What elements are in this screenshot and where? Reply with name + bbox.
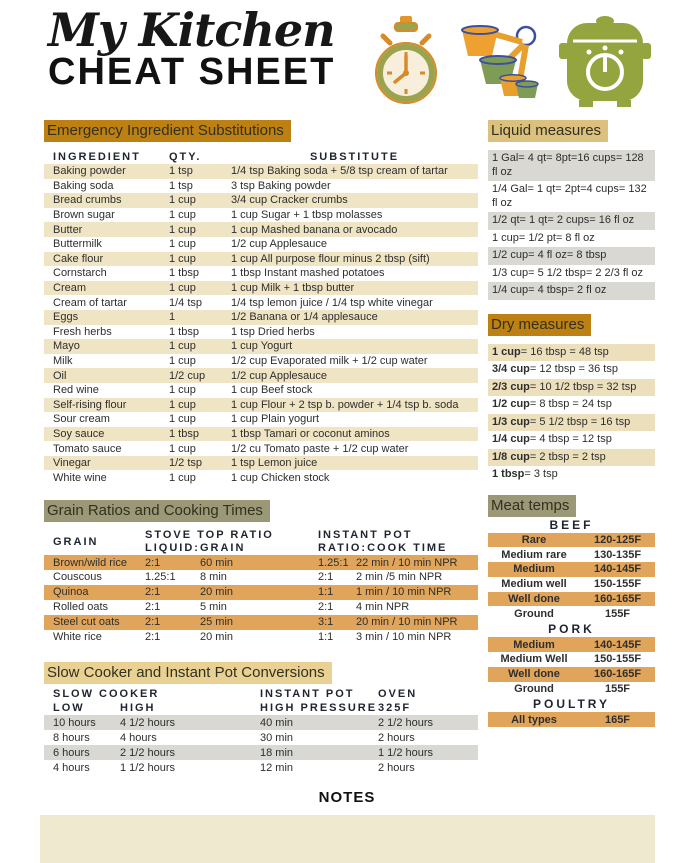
grain-rows	[44, 555, 478, 644]
table-row	[44, 585, 478, 600]
table-row	[44, 354, 478, 369]
temp-cell: 160-165F	[593, 593, 642, 606]
table-row	[44, 339, 478, 354]
kitchen-timer-icon	[374, 15, 438, 112]
meat-group-pork: PORK	[548, 622, 595, 637]
stove-ratio-cell: 2:1	[145, 616, 161, 629]
qty-cell: 1 cup	[169, 442, 196, 455]
ingredient-cell: Cornstarch	[53, 267, 107, 280]
temp-cell: 155F	[604, 607, 631, 620]
col-header-qty: QTY.	[169, 150, 202, 163]
table-row	[44, 745, 478, 760]
doneness-cell: Medium	[513, 563, 555, 576]
table-row	[44, 179, 478, 194]
list-item: 1/2 cup= 4 fl oz= 8 tbsp	[488, 247, 655, 265]
notes-title: NOTES	[318, 788, 376, 806]
qty-cell: 1 cup	[169, 384, 196, 397]
substitute-cell: 1 tbsp Tamari or coconut aminos	[231, 427, 390, 440]
table-row	[44, 600, 478, 615]
left-column	[44, 120, 478, 775]
ingredient-cell: Tomato sauce	[53, 442, 122, 455]
qty-cell: 1 cup	[169, 194, 196, 207]
measuring-cups-icon	[454, 21, 542, 106]
table-row	[488, 637, 655, 652]
low-cell: 6 hours	[53, 746, 90, 759]
stove-ratio-cell: 2:1	[145, 556, 161, 569]
substitutions-header-row	[44, 149, 478, 164]
ingredient-cell: Cream	[53, 282, 87, 295]
ip-cell: 30 min	[260, 731, 294, 744]
grain-cell: Quinoa	[53, 586, 89, 599]
list-item: 1 cup= 1/2 pt= 8 fl oz	[492, 231, 595, 244]
list-item	[488, 414, 655, 432]
ip-time-cell: 1 min / 10 min NPR	[356, 586, 452, 599]
oven-cell: 1 1/2 hours	[378, 746, 434, 759]
col-header-ingredient: INGREDIENT	[53, 150, 141, 163]
ingredient-cell: Eggs	[53, 311, 79, 324]
dry-section-title: Dry measures	[488, 314, 591, 336]
grain-header-row	[44, 529, 478, 555]
substitute-cell: 1 cup Flour + 2 tsp b. powder + 1/4 tsp b. soda	[231, 398, 459, 411]
dry-equivalent: = 8 tbsp = 24 tsp	[529, 398, 612, 410]
table-row	[44, 730, 478, 745]
slow-cooker-icon	[558, 12, 652, 115]
table-row	[44, 164, 478, 179]
stove-ratio-cell: 2:1	[145, 586, 161, 599]
grain-cell: Brown/wild rice	[53, 556, 127, 569]
table-row	[44, 427, 478, 442]
substitute-cell: 1 cup Yogurt	[231, 340, 293, 353]
list-item	[488, 431, 655, 449]
table-row	[44, 615, 478, 630]
qty-cell: 1 cup	[169, 223, 196, 236]
table-row	[44, 222, 478, 237]
stove-time-cell: 60 min	[200, 556, 234, 569]
stove-time-cell: 5 min	[200, 601, 227, 614]
ingredient-cell: Cream of tartar	[53, 296, 127, 309]
ingredient-cell: Buttermilk	[53, 238, 102, 251]
table-row	[488, 547, 655, 562]
doneness-cell: Rare	[521, 533, 547, 546]
oven-cell: 2 hours	[378, 731, 415, 744]
table-row	[488, 577, 655, 592]
doneness-cell: Medium rare	[501, 548, 567, 561]
ip-time-cell: 20 min / 10 min NPR	[356, 616, 458, 629]
substitute-cell: 1 tsp Lemon juice	[231, 457, 318, 470]
table-row	[44, 630, 478, 645]
temp-cell: 120-125F	[593, 533, 642, 546]
substitute-cell: 1 cup Beef stock	[231, 384, 313, 397]
temp-cell: 140-145F	[593, 563, 642, 576]
qty-cell: 1/4 tsp	[169, 296, 203, 309]
ingredient-cell: Baking powder	[53, 165, 126, 178]
temp-cell: 160-165F	[593, 668, 642, 681]
dry-quantity: 1 tbsp	[492, 468, 525, 480]
notes-area	[40, 815, 655, 863]
dry-measures-section	[488, 314, 655, 484]
substitute-cell: 1/2 cup Applesauce	[231, 369, 328, 382]
col-header-instantpot	[318, 529, 478, 555]
ingredient-cell: Sour cream	[53, 413, 110, 426]
stove-time-cell: 25 min	[200, 616, 234, 629]
ingredient-cell: Vinegar	[53, 457, 91, 470]
table-row	[44, 715, 478, 730]
right-column	[488, 120, 655, 775]
high-cell: 2 1/2 hours	[120, 746, 176, 759]
substitutions-rows	[44, 164, 478, 485]
qty-cell: 1 cup	[169, 398, 196, 411]
substitute-cell: 1 cup All purpose flour minus 2 tbsp (sift)	[231, 252, 430, 265]
substitute-cell: 1 cup Chicken stock	[231, 471, 330, 484]
page-header	[0, 0, 694, 114]
ingredient-cell: Bread crumbs	[53, 194, 122, 207]
table-row	[488, 592, 655, 607]
dry-quantity: 1/4 cup	[492, 433, 530, 445]
qty-cell: 1/2 tsp	[169, 457, 203, 470]
table-row	[44, 193, 478, 208]
qty-cell: 1 cup	[169, 209, 196, 222]
substitute-cell: 1/2 cu Tomato paste + 1/2 cup water	[231, 442, 409, 455]
stove-ratio-cell: 1.25:1	[145, 571, 176, 584]
table-row	[488, 682, 655, 697]
temp-cell: 155F	[604, 683, 631, 696]
substitute-cell: 1 cup Milk + 1 tbsp butter	[231, 282, 355, 295]
table-row	[44, 208, 478, 223]
substitute-cell: 3 tsp Baking powder	[231, 179, 331, 192]
dry-equivalent: = 5 1/2 tbsp = 16 tsp	[529, 415, 631, 428]
meat-temps-section	[488, 495, 655, 728]
ip-time-cell: 3 min / 10 min NPR	[356, 630, 452, 643]
ip-cell: 12 min	[260, 761, 294, 774]
list-item: 1/4 cup= 4 tbsp= 2 fl oz	[488, 282, 655, 300]
grain-section	[44, 500, 478, 644]
temp-cell: 130-135F	[593, 548, 642, 561]
doneness-cell: Well done	[508, 593, 560, 606]
table-row	[44, 441, 478, 456]
stovetop-line2: LIQUID:GRAIN	[145, 542, 246, 555]
list-item	[488, 344, 655, 362]
table-row	[488, 712, 655, 727]
table-row	[44, 266, 478, 281]
qty-cell: 1 cup	[169, 355, 196, 368]
dry-measures-list	[488, 344, 655, 484]
ingredient-cell: Soy sauce	[53, 427, 105, 440]
qty-cell: 1 cup	[169, 238, 196, 251]
table-row	[44, 325, 478, 340]
page-title-caps: CHEAT SHEET	[48, 51, 336, 93]
dry-equivalent: = 2 tbsp = 2 tsp	[529, 450, 606, 463]
ip-cell: 40 min	[260, 716, 294, 729]
ip-time-cell: 22 min / 10 min NPR	[356, 556, 458, 569]
ingredient-cell: Oil	[53, 369, 67, 382]
slow-cooker-rows	[44, 715, 478, 775]
ingredient-cell: Fresh herbs	[53, 325, 112, 338]
doneness-cell: Ground	[514, 607, 554, 620]
liquid-section-title: Liquid measures	[488, 120, 608, 142]
dry-quantity: 1/2 cup	[492, 398, 530, 410]
table-row	[488, 533, 655, 548]
substitute-cell: 3/4 cup Cracker crumbs	[231, 194, 348, 207]
substitutions-section-title: Emergency Ingredient Substitutions	[44, 120, 291, 142]
low-cell: 4 hours	[53, 761, 90, 774]
ingredient-cell: Brown sugar	[53, 209, 115, 222]
qty-cell: 1 cup	[169, 282, 196, 295]
meat-group-poultry: POULTRY	[533, 697, 610, 712]
qty-cell: 1 cup	[169, 340, 196, 353]
table-row	[44, 398, 478, 413]
substitute-cell: 1/4 tsp lemon juice / 1/4 tsp white vinegar	[231, 296, 433, 309]
high-cell: 4 1/2 hours	[120, 716, 176, 729]
ingredient-cell: Self-rising flour	[53, 398, 127, 411]
qty-cell: 1 tbsp	[169, 267, 199, 280]
page-title-script: My Kitchen	[48, 3, 335, 57]
ingredient-cell: Baking soda	[53, 179, 114, 192]
list-item: 1/3 cup= 5 1/2 tbsp= 2 2/3 fl oz	[492, 266, 644, 279]
substitute-cell: 1 cup Mashed banana or avocado	[231, 223, 398, 236]
grain-cell: Couscous	[53, 571, 102, 584]
qty-cell: 1/2 cup	[169, 369, 206, 382]
doneness-cell: Medium well	[501, 578, 567, 591]
ip-ratio-cell: 1:1	[318, 586, 334, 599]
table-row	[44, 252, 478, 267]
dry-quantity: 1/8 cup	[492, 450, 530, 463]
low-cell: 8 hours	[53, 731, 90, 744]
substitutions-table	[44, 149, 478, 485]
grain-section-title: Grain Ratios and Cooking Times	[44, 500, 270, 522]
dry-equivalent: = 4 tbsp = 12 tsp	[529, 433, 612, 445]
list-item	[488, 449, 655, 467]
dry-equivalent: = 16 tbsp = 48 tsp	[520, 345, 609, 358]
ip-ratio-cell: 3:1	[318, 616, 334, 629]
col-header-325f: 325F	[378, 702, 412, 715]
temp-cell: 140-145F	[593, 638, 642, 651]
ip-cell: 18 min	[260, 746, 294, 759]
oven-cell: 2 1/2 hours	[378, 716, 434, 729]
slow-cooker-section-title: Slow Cooker and Instant Pot Conversions	[44, 662, 332, 684]
dry-equivalent: = 3 tsp	[524, 468, 558, 480]
table-row	[44, 368, 478, 383]
qty-cell: 1 tsp	[169, 165, 193, 178]
doneness-cell: Medium Well	[500, 653, 568, 666]
high-cell: 4 hours	[120, 731, 157, 744]
table-row	[44, 456, 478, 471]
qty-cell: 1	[169, 311, 176, 324]
stove-time-cell: 20 min	[200, 586, 234, 599]
stovetop-line1: STOVE TOP RATIO	[145, 529, 274, 542]
ingredient-cell: White wine	[53, 471, 107, 484]
temp-cell: 150-155F	[593, 653, 642, 666]
ingredient-cell: Milk	[53, 355, 73, 368]
slow-cooker-header	[44, 687, 478, 715]
ingredient-cell: Mayo	[53, 340, 80, 353]
substitute-cell: 1 cup Sugar + 1 tbsp molasses	[231, 209, 383, 222]
list-item	[488, 396, 655, 414]
title-block	[48, 3, 360, 93]
qty-cell: 1 cup	[169, 252, 196, 265]
qty-cell: 1 cup	[169, 471, 196, 484]
qty-cell: 1 tbsp	[169, 427, 199, 440]
ip-time-cell: 2 min /5 min NPR	[356, 571, 443, 584]
ingredient-cell: Butter	[53, 223, 83, 236]
qty-cell: 1 cup	[169, 413, 196, 426]
col-header-stovetop	[145, 529, 318, 555]
table-row	[44, 760, 478, 775]
poultry-rows	[488, 712, 655, 727]
list-item	[488, 379, 655, 397]
col-header-high-pressure: HIGH PRESSURE	[260, 702, 378, 715]
content-columns	[0, 114, 694, 775]
instantpot-line2: RATIO:COOK TIME	[318, 542, 448, 555]
list-item: 1 Gal= 4 qt= 8pt=16 cups= 128 fl oz	[488, 150, 655, 181]
qty-cell: 1 tsp	[169, 179, 193, 192]
table-row	[44, 570, 478, 585]
stove-ratio-cell: 2:1	[145, 630, 161, 643]
substitute-cell: 1/2 cup Evaporated milk + 1/2 cup water	[231, 355, 428, 368]
qty-cell: 1 tbsp	[169, 325, 199, 338]
ingredient-cell: Red wine	[53, 384, 99, 397]
table-row	[44, 295, 478, 310]
pork-rows	[488, 637, 655, 696]
col-header-grain: GRAIN	[53, 535, 99, 548]
grain-cell: Steel cut oats	[53, 616, 120, 629]
slow-cooker-section	[44, 662, 478, 775]
header-icons	[374, 12, 652, 115]
stove-time-cell: 8 min	[200, 571, 227, 584]
low-cell: 10 hours	[53, 716, 96, 729]
col-header-oven: OVEN	[378, 688, 418, 701]
table-row	[488, 606, 655, 621]
col-header-high: HIGH	[120, 702, 156, 715]
table-row	[44, 310, 478, 325]
ip-ratio-cell: 1:1	[318, 630, 334, 643]
grain-cell: Rolled oats	[53, 601, 109, 614]
instantpot-line1: INSTANT POT	[318, 529, 413, 542]
ip-time-cell: 4 min NPR	[356, 601, 410, 614]
col-header-slow-cooker: SLOW COOKER	[53, 688, 160, 701]
doneness-cell: Ground	[514, 683, 554, 696]
dry-quantity: 3/4 cup	[492, 363, 530, 375]
table-row	[488, 667, 655, 682]
dry-equivalent: = 10 1/2 tbsp = 32 tsp	[529, 380, 637, 393]
ip-ratio-cell: 2:1	[318, 601, 334, 614]
table-row	[488, 562, 655, 577]
substitute-cell: 1/2 cup Applesauce	[231, 238, 328, 251]
list-item	[488, 466, 655, 484]
substitute-cell: 1/4 tsp Baking soda + 5/8 tsp cream of tartar	[231, 165, 448, 178]
substitute-cell: 1 cup Plain yogurt	[231, 413, 320, 426]
doneness-cell: Medium	[513, 638, 555, 651]
col-header-substitute: SUBSTITUTE	[309, 150, 400, 163]
col-header-instant-pot: INSTANT POT	[260, 688, 355, 701]
stove-time-cell: 20 min	[200, 630, 234, 643]
beef-rows	[488, 533, 655, 622]
oven-cell: 2 hours	[378, 761, 415, 774]
doneness-cell: Well done	[508, 668, 560, 681]
dry-quantity: 1/3 cup	[492, 415, 530, 428]
meat-section-title: Meat temps	[488, 495, 576, 517]
col-header-low: LOW	[53, 702, 85, 715]
ip-ratio-cell: 1.25:1	[318, 556, 349, 569]
stove-ratio-cell: 2:1	[145, 601, 161, 614]
liquid-measures-list	[488, 150, 655, 300]
substitute-cell: 1/2 Banana or 1/4 applesauce	[231, 311, 378, 324]
high-cell: 1 1/2 hours	[120, 761, 176, 774]
meat-group-beef: BEEF	[549, 517, 594, 532]
substitute-cell: 1 tbsp Instant mashed potatoes	[231, 267, 385, 280]
list-item: 1/2 qt= 1 qt= 2 cups= 16 fl oz	[488, 212, 655, 230]
ip-ratio-cell: 2:1	[318, 571, 334, 584]
table-row	[44, 383, 478, 398]
table-row	[44, 555, 478, 570]
dry-quantity: 2/3 cup	[492, 380, 530, 393]
dry-quantity: 1 cup	[492, 345, 521, 358]
temp-cell: 165F	[604, 713, 631, 726]
table-row	[44, 412, 478, 427]
substitute-cell: 1 tsp Dried herbs	[231, 325, 315, 338]
table-row	[488, 652, 655, 667]
temp-cell: 150-155F	[593, 578, 642, 591]
table-row	[44, 281, 478, 296]
grain-cell: White rice	[53, 630, 102, 643]
table-row	[44, 237, 478, 252]
list-item: 1/4 Gal= 1 qt= 2pt=4 cups= 132 fl oz	[492, 183, 647, 209]
table-row	[44, 470, 478, 485]
dry-equivalent: = 12 tbsp = 36 tsp	[529, 363, 618, 375]
list-item	[488, 361, 655, 379]
ingredient-cell: Cake flour	[53, 252, 104, 265]
doneness-cell: All types	[511, 713, 557, 726]
